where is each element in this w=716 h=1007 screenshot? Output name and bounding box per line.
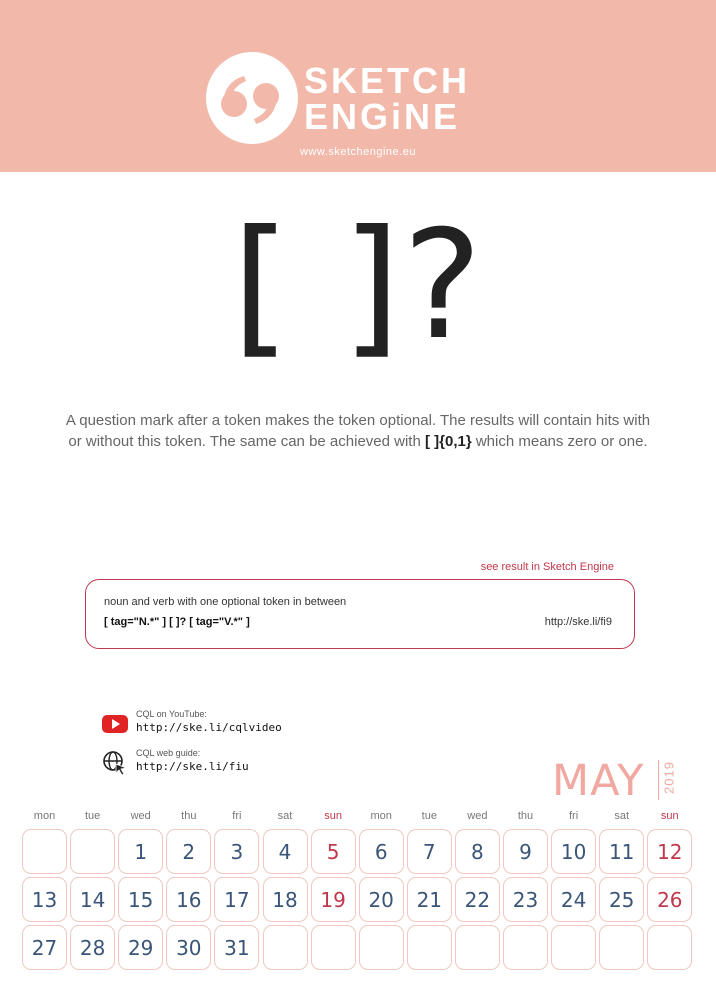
calendar-empty-cell [455,925,500,970]
query-code: [ tag="N.*" ] [ ]? [ tag="V.*" ] [104,616,250,628]
weekday-label: sat [277,810,293,822]
calendar-day: 7 [407,829,452,874]
description-text: or without this token. The same can be achieved with [68,433,425,450]
calendar-empty-cell [359,925,404,970]
query-link[interactable]: http://ske.li/fi9 [544,616,612,628]
calendar-day: 21 [407,877,452,922]
header-banner [0,0,716,172]
cql-symbol: [ ]? [231,199,485,373]
calendar-day: 3 [214,829,259,874]
resource-label: CQL on YouTube: [136,709,207,719]
description-code: [ ]{0,1} [424,433,472,450]
weekday-label: tue [421,810,437,822]
calendar-day: 5 [311,829,356,874]
calendar-day: 1 [118,829,163,874]
calendar-day: 22 [455,877,500,922]
weekday-label: tue [84,810,101,822]
calendar-day: 20 [359,877,404,922]
weekday-label: fri [569,810,579,822]
youtube-icon [102,713,128,735]
calendar-day: 6 [359,829,404,874]
calendar-day: 14 [70,877,115,922]
description-line-2 [40,431,676,452]
calendar-day: 8 [455,829,500,874]
logo-line-1: SKETCH [304,60,471,101]
see-result-link[interactable]: see result in Sketch Engine [480,561,614,573]
calendar-year: 2019 [661,761,677,794]
weekday-label: wed [130,810,151,822]
calendar-day: 26 [647,877,692,922]
calendar-empty-cell [503,925,548,970]
resource-link[interactable]: http://ske.li/fiu [136,760,249,773]
calendar-empty-cell [22,829,67,874]
weekday-label: sun [324,810,342,822]
weekday-label: thu [181,810,197,822]
weekday-label: mon [33,810,56,822]
resource-link[interactable]: http://ske.li/cqlvideo [136,721,282,734]
calendar-empty-cell [263,925,308,970]
calendar-empty-cell [311,925,356,970]
calendar-day: 2 [166,829,211,874]
calendar-day: 19 [311,877,356,922]
calendar-month: MAY [552,756,645,806]
calendar-day: 12 [647,829,692,874]
calendar-day: 23 [503,877,548,922]
quote-logo-icon [206,52,298,144]
calendar-day: 29 [118,925,163,970]
globe-cursor-icon [102,750,128,776]
calendar-day: 30 [166,925,211,970]
logo-wordmark [304,60,471,137]
calendar-day: 18 [263,877,308,922]
calendar-day: 13 [22,877,67,922]
description-line-1: A question mark after a token makes the token optional. The results will contain hits with [65,412,651,429]
calendar-empty-cell [647,925,692,970]
weekday-label: fri [232,810,242,822]
calendar-day: 9 [503,829,548,874]
logo-line-2: ENGiNE [304,96,461,137]
calendar-day: 10 [551,829,596,874]
calendar-empty-cell [407,925,452,970]
weekday-label: wed [467,810,488,822]
weekday-label: sun [660,810,679,822]
calendar-day: 16 [166,877,211,922]
weekday-label: thu [517,810,534,822]
calendar-empty-cell [70,829,115,874]
example-query-box [85,579,635,649]
calendar-day: 17 [214,877,259,922]
calendar-day: 28 [70,925,115,970]
weekday-label: mon [370,810,392,822]
calendar-day: 4 [263,829,308,874]
query-description: noun and verb with one optional token in between [104,596,347,608]
calendar-day: 31 [214,925,259,970]
website-url[interactable]: www.sketchengine.eu [300,146,416,158]
resource-label: CQL web guide: [136,748,201,758]
weekday-label: sat [614,810,630,822]
calendar-day: 15 [118,877,163,922]
description-text-end: which means zero or one. [471,433,648,450]
calendar-empty-cell [551,925,596,970]
divider [658,760,659,800]
calendar-day: 25 [599,877,644,922]
calendar-day: 11 [599,829,644,874]
calendar-day: 27 [22,925,67,970]
description [40,410,676,452]
calendar-day: 24 [551,877,596,922]
calendar-empty-cell [599,925,644,970]
